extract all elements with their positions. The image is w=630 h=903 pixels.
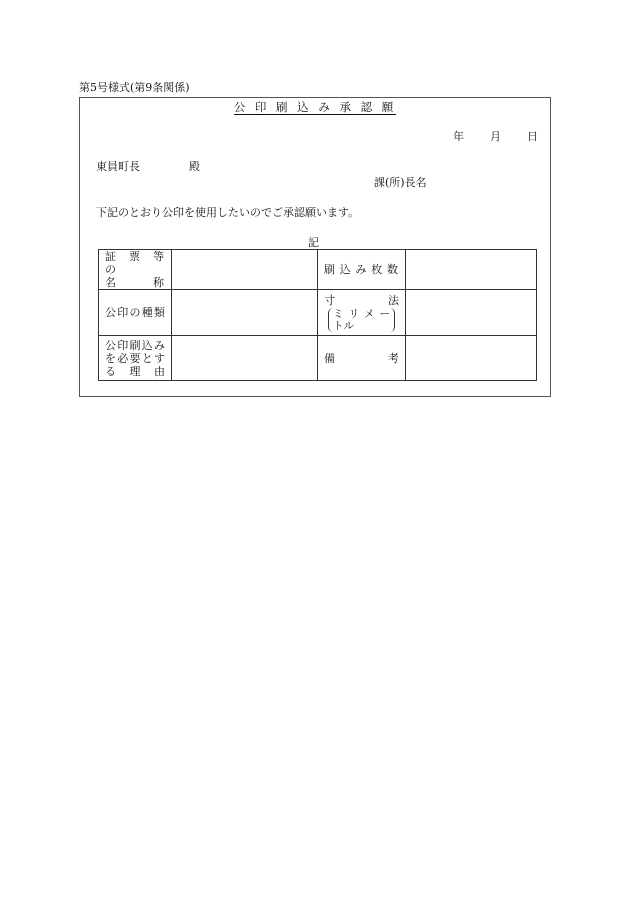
table-row xyxy=(99,250,537,290)
honorific: 殿 xyxy=(189,160,200,173)
label-dimensions: 寸 法 xyxy=(324,293,399,307)
label-reason-line1: 公印刷込み xyxy=(105,338,165,352)
request-statement: 下記のとおり公印を使用したいのでご承認願います。 xyxy=(96,206,360,219)
label-document-name-line1: 証 票 等 の xyxy=(105,250,165,276)
print-count-field[interactable] xyxy=(406,250,537,290)
addressee-line xyxy=(96,159,200,174)
addressee: 東員町長 xyxy=(96,160,140,173)
label-reason-line2: を必要とす xyxy=(105,351,165,365)
label-remarks: 備 考 xyxy=(324,351,399,365)
table-row xyxy=(99,336,537,381)
document-name-field[interactable] xyxy=(172,250,318,290)
ki-heading: 記 xyxy=(308,236,319,249)
label-print-count: 刷込み枚数 xyxy=(324,263,399,276)
label-cell-seal-type xyxy=(99,290,172,336)
label-unit-line2: トル xyxy=(333,319,354,332)
label-cell-document-name xyxy=(99,250,172,290)
label-reason-line3: る 理 由 xyxy=(105,364,165,378)
remarks-field[interactable] xyxy=(406,336,537,381)
form-title xyxy=(80,100,550,115)
label-seal-type: 公印の種類 xyxy=(105,306,165,319)
label-unit-line1: ミリメー xyxy=(333,307,390,320)
label-dimensions-unit xyxy=(328,308,395,332)
date-year-label: 年 xyxy=(453,130,464,143)
reason-field[interactable] xyxy=(172,336,318,381)
dimensions-field[interactable] xyxy=(406,290,537,336)
date-day-label: 日 xyxy=(527,130,538,143)
table-row xyxy=(99,290,537,336)
details-table xyxy=(98,249,537,381)
label-cell-remarks xyxy=(318,336,406,381)
date-line xyxy=(80,129,550,144)
label-cell-print-count xyxy=(318,250,406,290)
application-form xyxy=(79,97,551,397)
form-title-text: 公 印 刷 込 み 承 認 願 xyxy=(233,100,397,114)
sender-title: 課(所)長名 xyxy=(374,176,427,189)
label-document-name-line2: 名 称 xyxy=(105,276,165,289)
label-cell-reason xyxy=(99,336,172,381)
seal-type-field[interactable] xyxy=(172,290,318,336)
form-number: 第5号様式(第9条関係) xyxy=(79,81,190,94)
label-cell-dimensions xyxy=(318,290,406,336)
date-month-label: 月 xyxy=(490,130,501,143)
